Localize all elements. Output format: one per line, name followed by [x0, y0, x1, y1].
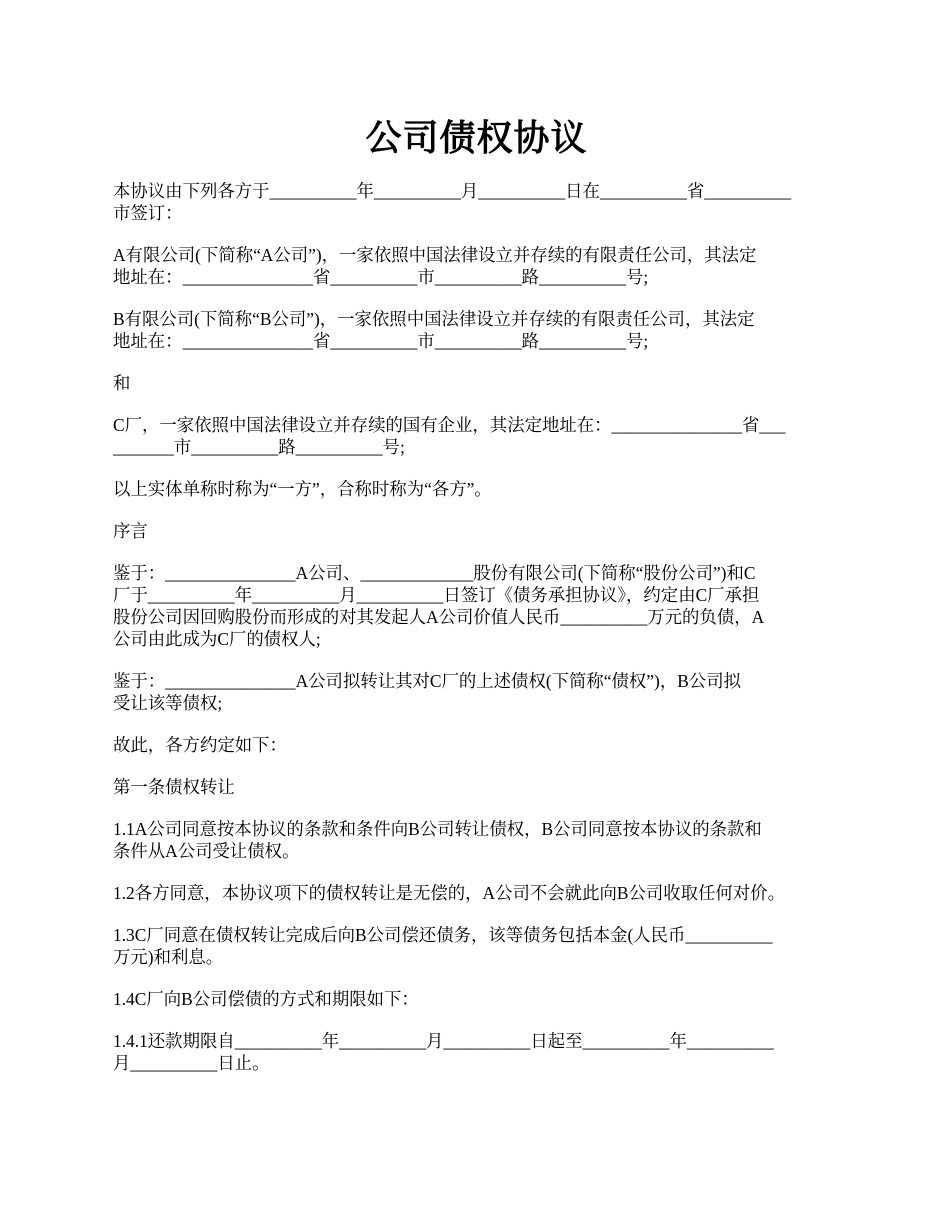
- article-1-heading: 第一条债权转让: [113, 777, 235, 797]
- agreement-intro-paragraph: 故此，各方约定如下：: [113, 735, 287, 755]
- party-a-paragraph: A有限公司(下简称“A公司”)，一家依照中国法律设立并存续的有限责任公司，其法定 地址在：_______________省__________市__________路__________号;: [113, 245, 757, 287]
- recital-1-paragraph: 鉴于：_______________A公司、_____________股份有限公司(下简称“股份公司”)和C 厂于__________年__________月__________日签订《债务承担协议》，约定由C厂承担 股份公司因回购股份而形成的对其发起人A公司价值人民币__________万元的负债，A 公司由此成为C厂的债权人;: [113, 563, 765, 649]
- definitions-paragraph: 以上实体单称时称为“一方”，合称时称为“各方”。: [113, 479, 492, 499]
- clause-1-4-paragraph: 1.4C厂向B公司偿债的方式和期限如下：: [113, 989, 419, 1009]
- preamble-heading: 序言: [113, 521, 148, 541]
- opening-paragraph: 本协议由下列各方于__________年__________月__________日在__________省__________ 市签订：: [113, 181, 792, 223]
- clause-1-3-paragraph: 1.3C厂同意在债权转让完成后向B公司偿还债务，该等债务包括本金(人民币__________ 万元)和利息。: [113, 925, 773, 967]
- party-b-paragraph: B有限公司(下简称“B公司”)，一家依照中国法律设立并存续的有限责任公司，其法定 地址在：_______________省__________市__________路__________号;: [113, 309, 755, 351]
- party-c-paragraph: C厂，一家依照中国法律设立并存续的国有企业，其法定地址在：_______________省___ _______市__________路__________号;: [113, 415, 786, 457]
- conjunction-paragraph: 和: [113, 373, 131, 393]
- document-page: [113, 0, 840, 1074]
- clause-1-1-paragraph: 1.1A公司同意按本协议的条款和条件向B公司转让债权，B公司同意按本协议的条款和 条件从A公司受让债权。: [113, 819, 762, 861]
- clause-1-2-paragraph: 1.2各方同意，本协议项下的债权转让是无偿的，A公司不会就此向B公司收取任何对价。: [113, 883, 785, 903]
- clause-1-4-1-paragraph: 1.4.1还款期限自__________年__________月__________日起至__________年__________ 月__________日止。: [113, 1031, 774, 1073]
- document-title: 公司债权协议: [365, 118, 588, 158]
- recital-2-paragraph: 鉴于：_______________A公司拟转让其对C厂的上述债权(下简称“债权”)，B公司拟 受让该等债权;: [113, 671, 741, 713]
